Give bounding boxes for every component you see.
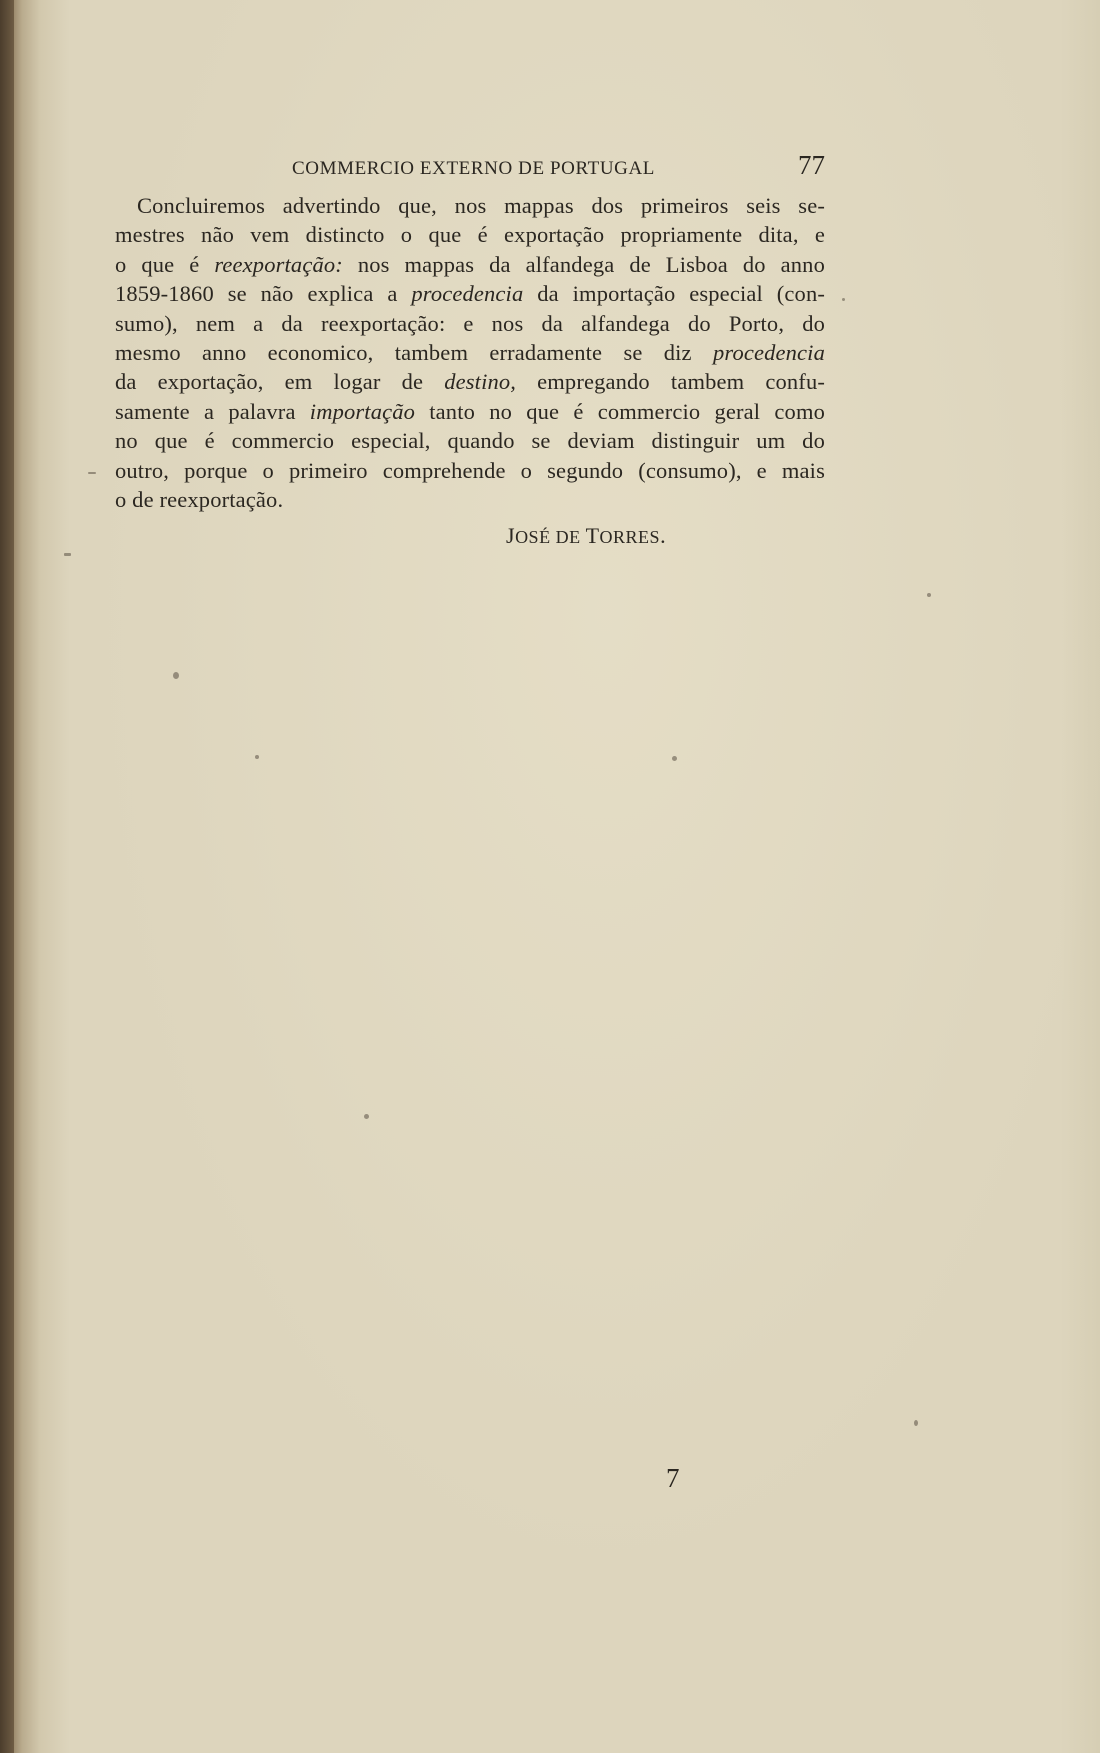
text-run: 1859-1860 se não explica a (115, 281, 412, 307)
paper-speck (672, 756, 677, 761)
text-line (115, 397, 825, 426)
text-run: samente a palavra (115, 398, 310, 424)
paper-speck (173, 672, 179, 679)
paper-speck (64, 553, 71, 556)
text-line (115, 338, 825, 367)
text-line (115, 191, 825, 220)
italic-term: reexportação: (214, 251, 343, 277)
text-line (115, 485, 825, 514)
text-run: empregando tambem confu- (516, 369, 825, 395)
text-line (115, 456, 825, 485)
printer-signature-mark: 7 (666, 1463, 680, 1493)
text-line (115, 309, 825, 338)
signature-first-rest: OSÉ (515, 527, 551, 547)
signature-last-initial: T (585, 523, 600, 548)
italic-term: destino, (444, 369, 517, 395)
signature-first-initial: J (506, 523, 516, 548)
paper-speck (914, 1420, 918, 1426)
page-number: 77 (798, 150, 825, 180)
running-title: COMMERCIO EXTERNO DE PORTUGAL (292, 158, 656, 179)
text-run: tanto no que é commercio geral como (415, 398, 825, 424)
italic-term: procedencia (411, 281, 524, 307)
text-run: no que é commercio especial, quando se deviam distinguir um do (115, 428, 825, 454)
text-line (115, 250, 825, 279)
italic-term: procedencia (712, 339, 825, 365)
text-run: o de reexportação. (115, 486, 284, 512)
text-run: mestres não vem distincto o que é exportação propriamente dita, e (115, 222, 825, 248)
text-run: mesmo anno economico, tambem erradamente se diz (115, 339, 713, 365)
paper-speck (364, 1114, 369, 1119)
text-run: o que é (115, 251, 215, 277)
text-run: Concluiremos advertindo que, nos mappas dos primeiros seis se- (137, 193, 825, 218)
paper-speck (255, 755, 259, 759)
paper-speck (927, 593, 931, 597)
text-run: nos mappas da alfandega de Lisboa do anno (342, 251, 825, 277)
text-line (115, 220, 825, 249)
text-run: da importação especial (con- (523, 281, 825, 307)
book-spine-shadow (0, 0, 14, 1753)
text-run: sumo), nem a da reexportação: e nos da alfandega do Porto, do (115, 310, 825, 336)
running-head (115, 150, 825, 184)
body-paragraph (115, 191, 825, 514)
text-line (115, 279, 825, 308)
italic-term: importação (309, 398, 416, 424)
text-line (115, 426, 825, 455)
paper-speck (88, 472, 96, 474)
text-line (115, 367, 825, 396)
signature-last-rest: ORRES (599, 527, 661, 547)
text-run: outro, porque o primeiro comprehende o segundo (consumo), e mais (115, 457, 825, 483)
signature-end: . (660, 523, 667, 548)
text-run: da exportação, em logar de (115, 369, 445, 395)
paper-speck (842, 298, 845, 301)
author-signature (506, 523, 666, 549)
signature-particle: DE (550, 527, 586, 547)
